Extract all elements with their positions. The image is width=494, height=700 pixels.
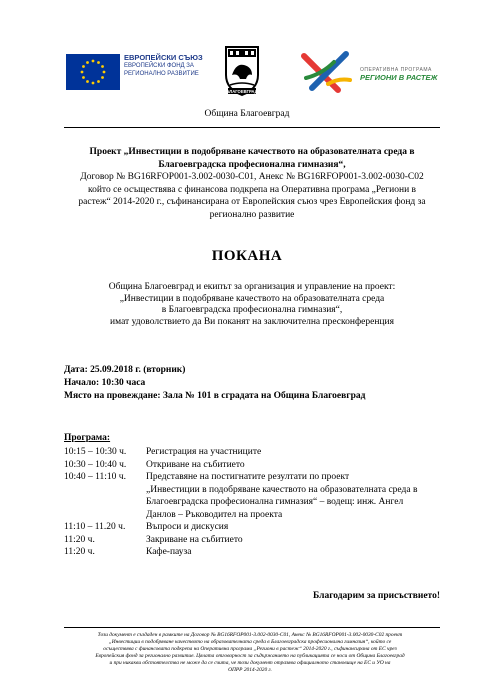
invitation-title: ПОКАНА: [211, 248, 283, 264]
region-line-2: РЕГИОНИ В РАСТЕЖ: [360, 73, 438, 82]
regions-in-growth-logo-icon: [298, 48, 358, 98]
footer-line-4: Европейския фонд за регионално развитие. Цялата отговорност за съдържанието на публикацията се носи от Община Благоевград: [95, 653, 405, 659]
eu-line-2: ЕВРОПЕЙСКИ ФОНД ЗА: [124, 63, 194, 69]
eu-star-icon: [101, 76, 104, 79]
event-details: [64, 364, 440, 403]
regions-in-growth-label: [360, 66, 437, 82]
eu-star-icon: [103, 71, 106, 74]
program-time: 10:30 – 10:40 ч.: [64, 459, 127, 470]
footer-line-3: осъществява с финансовата подкрепа на Оперативна програма „Региони в растеж“ 2014-2020 г., съфинансирана от ЕС чрез: [103, 646, 397, 652]
program-activity: Представяне на постигнатите резултати по проект „Инвестиции в подобряване качеството на образователната среда в Благоевградска професионална гимназия“ – водещ: инж. Ангел Данлов – Ръководител на проекта: [146, 472, 418, 520]
program-item: [64, 521, 440, 534]
program-activity: Регистрация на участниците: [146, 447, 262, 457]
header-divider: [64, 127, 440, 128]
event-start: Начало: 10:30 часа: [64, 378, 146, 388]
footer-line-5: и при никакви обстоятелства не може да се счита, че този документ отразява официалното становище на ЕС и УО на: [109, 660, 391, 666]
eu-fund-label: [124, 54, 203, 78]
footer-divider: [64, 627, 440, 628]
logo-bar: [0, 40, 494, 100]
eu-line-3: РЕГИОНАЛНО РАЗВИТИЕ: [124, 71, 199, 77]
event-date: Дата: 25.09.2018 г. (вторник): [64, 365, 186, 375]
footer-line-6: ОПРР 2014-2020 г.: [228, 667, 272, 673]
eu-flag-icon: [66, 54, 120, 90]
program-item: [64, 459, 440, 472]
project-line-1: Проект „Инвестиции в подобряване качеството на образователната среда в: [89, 147, 415, 157]
program-item: [64, 446, 440, 459]
eu-star-icon: [101, 65, 104, 68]
program-time: 10:40 – 11:10 ч.: [64, 472, 126, 482]
eu-line-1: ЕВРОПЕЙСКИ СЪЮЗ: [124, 53, 203, 62]
program-activity: Откриване на събитието: [146, 459, 245, 470]
municipality-name: Община Благоевград: [204, 109, 290, 119]
project-line-3: Договор № BG16RFOP001-3.002-0030-C01, Анекс № BG16RFOP001-3.002-0030-C02: [80, 172, 424, 182]
eu-star-icon: [81, 71, 84, 74]
event-venue: Място на провеждане: Зала № 101 в сградата на Община Благоевград: [64, 391, 366, 401]
eu-star-icon: [97, 80, 100, 83]
footer-line-1: Този документ е създаден в рамките на Договор № BG16RFOP001-3.002-0030-C01, Анекс № BG16RFOP001-3.002-0030-C02 проект: [97, 632, 403, 638]
invitation-intro: [64, 282, 440, 328]
footer-line-2: „Инвестиции в подобряване качеството на образователната среда в Благоевградска професионална гимназия“, който се: [108, 639, 392, 645]
blagoevgrad-crest-icon: [222, 45, 262, 97]
eu-star-icon: [86, 61, 89, 64]
eu-star-icon: [86, 80, 89, 83]
crest-caption: БЛАГОЕВГРАД: [226, 88, 258, 94]
eu-star-icon: [82, 65, 85, 68]
program-time: 11:20 ч.: [64, 547, 95, 557]
project-line-6: регионално развитие: [209, 209, 295, 220]
eu-star-icon: [97, 61, 100, 64]
thank-you-note: Благодарим за присъствието!: [312, 591, 440, 601]
program-time: 10:15 – 10:30 ч.: [64, 447, 127, 457]
program-time: 11:10 – 11.20 ч.: [64, 522, 126, 532]
intro-line-4: имат удоволствието да Ви поканят на заключителна пресконференция: [110, 316, 394, 327]
program-list: [64, 446, 440, 559]
project-line-5: растеж“ 2014-2020 г., съфинансирана от Европейския съюз чрез Европейския фонд за: [78, 197, 426, 207]
eu-star-icon: [92, 60, 95, 63]
intro-line-2: „Инвестиции в подобряване качеството на образователната среда: [119, 293, 385, 304]
region-line-1: ОПЕРАТИВНА ПРОГРАМА: [360, 67, 432, 73]
program-item: [64, 471, 440, 521]
program-activity: Закриване на събитието: [146, 534, 243, 545]
project-line-4: който се осъществява с финансова подкрепа на Оперативна програма „Региони в: [87, 184, 417, 195]
program-item: [64, 534, 440, 547]
project-line-2: Благоевградска професионална гимназия“,: [158, 159, 346, 170]
footer-disclaimer: [58, 632, 442, 674]
eu-star-icon: [92, 82, 95, 85]
project-description: [64, 146, 440, 221]
intro-line-1: Община Благоевград и екипът за организация и управление на проект:: [108, 282, 396, 292]
program-heading: Програма:: [64, 433, 111, 443]
program-item: [64, 546, 440, 559]
program-activity: Кафе-пауза: [146, 547, 192, 557]
program-activity: Въпроси и дискусия: [146, 522, 229, 532]
eu-star-icon: [82, 76, 85, 79]
intro-line-3: в Благоевградска професионална гимназия“,: [161, 305, 343, 315]
program-time: 11:20 ч.: [64, 534, 95, 545]
